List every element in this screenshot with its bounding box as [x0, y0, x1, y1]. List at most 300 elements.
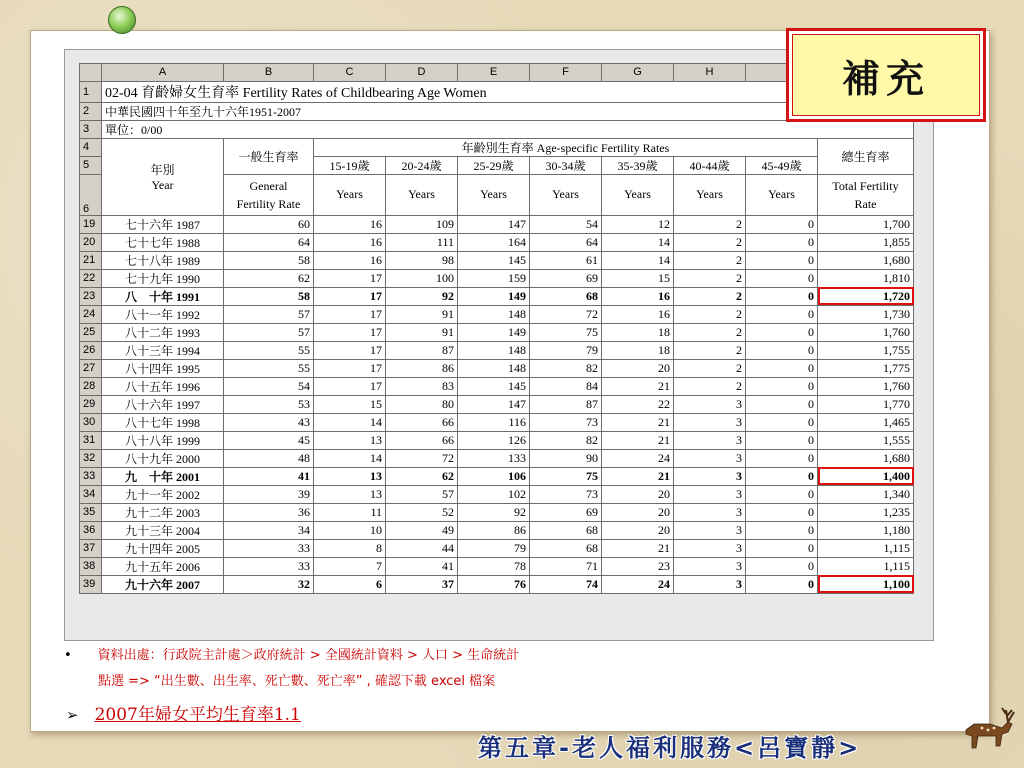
table-row: [80, 215, 914, 233]
column-header-f: F: [530, 64, 602, 82]
value-cell: 68: [530, 287, 602, 305]
value-cell: 13: [314, 431, 386, 449]
value-cell: 55: [224, 359, 314, 377]
unit-row: [80, 120, 914, 138]
value-cell: 32: [224, 575, 314, 593]
table-row: [80, 251, 914, 269]
tfr-cell-highlighted: 1,400: [818, 467, 914, 485]
value-cell: 68: [530, 539, 602, 557]
tfr-cell: 1,115: [818, 557, 914, 575]
value-cell: 148: [458, 305, 530, 323]
source-text-1: 資料出處：行政院主計處＞政府統計 > 全國統計資料 > 人口 > 生命統計: [97, 648, 520, 663]
value-cell: 147: [458, 215, 530, 233]
value-cell: 71: [530, 557, 602, 575]
table-row: [80, 449, 914, 467]
table-row: [80, 377, 914, 395]
value-cell: 73: [530, 413, 602, 431]
value-cell: 126: [458, 431, 530, 449]
column-header-g: G: [602, 64, 674, 82]
row-number: 5: [80, 156, 102, 174]
age-group-header: 40-44歲: [674, 156, 746, 174]
value-cell: 55: [224, 341, 314, 359]
age-group-header: 15-19歲: [314, 156, 386, 174]
years-label: Years: [386, 174, 458, 215]
year-cell: 七十七年 1988: [102, 233, 224, 251]
value-cell: 0: [746, 305, 818, 323]
gfr-header-en: [224, 174, 314, 215]
value-cell: 0: [746, 251, 818, 269]
value-cell: 91: [386, 305, 458, 323]
value-cell: 82: [530, 431, 602, 449]
value-cell: 49: [386, 521, 458, 539]
value-cell: 0: [746, 485, 818, 503]
value-cell: 17: [314, 323, 386, 341]
year-cell: 九十五年 2006: [102, 557, 224, 575]
value-cell: 0: [746, 539, 818, 557]
value-cell: 16: [314, 233, 386, 251]
year-cell: 八十四年 1995: [102, 359, 224, 377]
value-cell: 76: [458, 575, 530, 593]
row-number: 19: [80, 215, 102, 233]
value-cell: 100: [386, 269, 458, 287]
value-cell: 73: [530, 485, 602, 503]
value-cell: 15: [314, 395, 386, 413]
value-cell: 37: [386, 575, 458, 593]
table-row: [80, 287, 914, 305]
value-cell: 60: [224, 215, 314, 233]
value-cell: 58: [224, 251, 314, 269]
value-cell: 149: [458, 287, 530, 305]
column-header-a: A: [102, 64, 224, 82]
value-cell: 2: [674, 269, 746, 287]
value-cell: 2: [674, 233, 746, 251]
value-cell: 17: [314, 305, 386, 323]
value-cell: 164: [458, 233, 530, 251]
value-cell: 2: [674, 287, 746, 305]
value-cell: 13: [314, 467, 386, 485]
deer-icon: [952, 700, 1018, 766]
value-cell: 10: [314, 521, 386, 539]
table-row: [80, 395, 914, 413]
value-cell: 80: [386, 395, 458, 413]
value-cell: 0: [746, 449, 818, 467]
value-cell: 11: [314, 503, 386, 521]
row-number: 35: [80, 503, 102, 521]
value-cell: 20: [602, 359, 674, 377]
value-cell: 0: [746, 377, 818, 395]
value-cell: 16: [314, 215, 386, 233]
value-cell: 74: [530, 575, 602, 593]
row-number: 38: [80, 557, 102, 575]
value-cell: 53: [224, 395, 314, 413]
age-group-header: 30-34歲: [530, 156, 602, 174]
value-cell: 0: [746, 215, 818, 233]
spreadsheet-image: [64, 49, 934, 641]
value-cell: 17: [314, 341, 386, 359]
value-cell: 106: [458, 467, 530, 485]
tfr-cell-highlighted: 1,100: [818, 575, 914, 593]
row-number: 36: [80, 521, 102, 539]
value-cell: 79: [458, 539, 530, 557]
value-cell: 7: [314, 557, 386, 575]
value-cell: 102: [458, 485, 530, 503]
value-cell: 2: [674, 341, 746, 359]
year-cell: 九十二年 2003: [102, 503, 224, 521]
table-row: [80, 503, 914, 521]
value-cell: 64: [530, 233, 602, 251]
value-cell: 45: [224, 431, 314, 449]
value-cell: 147: [458, 395, 530, 413]
row-number: 4: [80, 138, 102, 156]
value-cell: 64: [224, 233, 314, 251]
value-cell: 57: [224, 323, 314, 341]
row-number: 1: [80, 81, 102, 102]
fertility-table: [79, 63, 914, 594]
tfr-cell: 1,760: [818, 377, 914, 395]
table-row: [80, 305, 914, 323]
gfr-label-en-1: General: [249, 178, 288, 193]
value-cell: 149: [458, 323, 530, 341]
value-cell: 0: [746, 323, 818, 341]
value-cell: 17: [314, 287, 386, 305]
value-cell: 3: [674, 539, 746, 557]
value-cell: 69: [530, 503, 602, 521]
year-label-zh: 年別: [150, 162, 175, 177]
chapter-footer: 第五章-老人福利服務<呂寶靜>: [478, 734, 862, 762]
table-row: [80, 359, 914, 377]
value-cell: 75: [530, 323, 602, 341]
value-cell: 14: [602, 233, 674, 251]
value-cell: 57: [224, 305, 314, 323]
value-cell: 17: [314, 377, 386, 395]
value-cell: 148: [458, 341, 530, 359]
pushpin-icon: [108, 6, 136, 34]
value-cell: 92: [386, 287, 458, 305]
column-header-e: E: [458, 64, 530, 82]
row-number: 33: [80, 467, 102, 485]
tfr-cell: 1,235: [818, 503, 914, 521]
value-cell: 79: [530, 341, 602, 359]
value-cell: 72: [530, 305, 602, 323]
value-cell: 83: [386, 377, 458, 395]
value-cell: 43: [224, 413, 314, 431]
value-cell: 16: [602, 305, 674, 323]
value-cell: 0: [746, 521, 818, 539]
tfr-cell-highlighted: 1,720: [818, 287, 914, 305]
value-cell: 0: [746, 269, 818, 287]
tfr-cell: 1,555: [818, 431, 914, 449]
year-cell: 八十三年 1994: [102, 341, 224, 359]
year-header: [102, 138, 224, 215]
tfr-cell: 1,730: [818, 305, 914, 323]
value-cell: 0: [746, 431, 818, 449]
value-cell: 145: [458, 251, 530, 269]
value-cell: 41: [224, 467, 314, 485]
table-row: [80, 233, 914, 251]
value-cell: 69: [530, 269, 602, 287]
tfr-cell: 1,180: [818, 521, 914, 539]
table-row: [80, 485, 914, 503]
value-cell: 21: [602, 413, 674, 431]
value-cell: 3: [674, 395, 746, 413]
column-header-h: H: [674, 64, 746, 82]
value-cell: 133: [458, 449, 530, 467]
table-subtitle: 中華民國四十年至九十六年1951-2007: [102, 102, 914, 120]
year-cell: 八十二年 1993: [102, 323, 224, 341]
source-line-1: [64, 644, 519, 663]
value-cell: 2: [674, 305, 746, 323]
value-cell: 2: [674, 215, 746, 233]
value-cell: 13: [314, 485, 386, 503]
year-cell: 九十四年 2005: [102, 539, 224, 557]
value-cell: 3: [674, 557, 746, 575]
value-cell: 3: [674, 521, 746, 539]
arrow-bullet-icon: ➢: [66, 706, 79, 724]
row-number: 39: [80, 575, 102, 593]
value-cell: 68: [530, 521, 602, 539]
bullet-icon: •: [64, 648, 72, 663]
column-header-c: C: [314, 64, 386, 82]
value-cell: 92: [458, 503, 530, 521]
row-number: 26: [80, 341, 102, 359]
age-group-header: 20-24歲: [386, 156, 458, 174]
row-number: 2: [80, 102, 102, 120]
year-cell: 九 十年 2001: [102, 467, 224, 485]
row-number: 24: [80, 305, 102, 323]
row-number: 28: [80, 377, 102, 395]
value-cell: 116: [458, 413, 530, 431]
value-cell: 2: [674, 377, 746, 395]
value-cell: 17: [314, 269, 386, 287]
value-cell: 62: [386, 467, 458, 485]
year-cell: 八十六年 1997: [102, 395, 224, 413]
tfr-cell: 1,775: [818, 359, 914, 377]
value-cell: 2: [674, 359, 746, 377]
years-label: Years: [674, 174, 746, 215]
tfr-cell: 1,115: [818, 539, 914, 557]
column-header-b: B: [224, 64, 314, 82]
value-cell: 57: [386, 485, 458, 503]
value-cell: 48: [224, 449, 314, 467]
value-cell: 39: [224, 485, 314, 503]
value-cell: 54: [530, 215, 602, 233]
unit-label: 單位：0/00: [102, 120, 914, 138]
year-cell: 八十五年 1996: [102, 377, 224, 395]
value-cell: 3: [674, 449, 746, 467]
value-cell: 0: [746, 359, 818, 377]
value-cell: 16: [602, 287, 674, 305]
column-header-d: D: [386, 64, 458, 82]
value-cell: 0: [746, 233, 818, 251]
value-cell: 0: [746, 287, 818, 305]
value-cell: 15: [602, 269, 674, 287]
row-number: 32: [80, 449, 102, 467]
value-cell: 54: [224, 377, 314, 395]
value-cell: 20: [602, 503, 674, 521]
value-cell: 8: [314, 539, 386, 557]
year-cell: 八 十年 1991: [102, 287, 224, 305]
average-fertility-link[interactable]: 2007年婦女平均生育率1.1: [94, 705, 301, 725]
tfr-cell: 1,340: [818, 485, 914, 503]
value-cell: 148: [458, 359, 530, 377]
year-cell: 八十九年 2000: [102, 449, 224, 467]
year-cell: 八十七年 1998: [102, 413, 224, 431]
tfr-cell: 1,760: [818, 323, 914, 341]
value-cell: 12: [602, 215, 674, 233]
value-cell: 21: [602, 431, 674, 449]
value-cell: 86: [386, 359, 458, 377]
value-cell: 52: [386, 503, 458, 521]
year-cell: 九十一年 2002: [102, 485, 224, 503]
average-fertility-line: [66, 700, 301, 725]
value-cell: 21: [602, 377, 674, 395]
table-row: [80, 557, 914, 575]
value-cell: 75: [530, 467, 602, 485]
table-row: [80, 269, 914, 287]
asfr-header: 年齡別生育率 Age-specific Fertility Rates: [314, 138, 818, 156]
value-cell: 14: [602, 251, 674, 269]
value-cell: 18: [602, 341, 674, 359]
year-cell: 八十八年 1999: [102, 431, 224, 449]
value-cell: 66: [386, 431, 458, 449]
table-row: [80, 431, 914, 449]
value-cell: 2: [674, 323, 746, 341]
value-cell: 14: [314, 413, 386, 431]
value-cell: 62: [224, 269, 314, 287]
supplement-badge: [786, 28, 986, 122]
value-cell: 0: [746, 413, 818, 431]
tfr-header-en: [818, 174, 914, 215]
tfr-label-en-2: Rate: [854, 196, 877, 211]
value-cell: 41: [386, 557, 458, 575]
row-number: 29: [80, 395, 102, 413]
value-cell: 159: [458, 269, 530, 287]
table-row: [80, 539, 914, 557]
tfr-cell: 1,755: [818, 341, 914, 359]
year-cell: 九十三年 2004: [102, 521, 224, 539]
value-cell: 21: [602, 539, 674, 557]
age-group-header: 35-39歲: [602, 156, 674, 174]
value-cell: 84: [530, 377, 602, 395]
table-row: [80, 467, 914, 485]
value-cell: 20: [602, 521, 674, 539]
value-cell: 98: [386, 251, 458, 269]
value-cell: 33: [224, 557, 314, 575]
value-cell: 0: [746, 575, 818, 593]
row-number: 23: [80, 287, 102, 305]
value-cell: 3: [674, 467, 746, 485]
value-cell: 61: [530, 251, 602, 269]
tfr-header-zh: 總生育率: [818, 138, 914, 174]
year-cell: 七十八年 1989: [102, 251, 224, 269]
source-line-2: 點選 => “出生數、出生率、死亡數、死亡率” , 確認下載 excel 檔案: [98, 674, 496, 689]
year-cell: 七十六年 1987: [102, 215, 224, 233]
value-cell: 86: [458, 521, 530, 539]
years-label: Years: [458, 174, 530, 215]
row-number: 3: [80, 120, 102, 138]
year-label-en: Year: [151, 177, 174, 192]
row-number: 30: [80, 413, 102, 431]
gfr-label-en-2: Fertility Rate: [236, 196, 301, 211]
age-group-header: 45-49歲: [746, 156, 818, 174]
table-row: [80, 323, 914, 341]
value-cell: 3: [674, 413, 746, 431]
year-cell: 八十一年 1992: [102, 305, 224, 323]
row-number: 6: [80, 174, 102, 215]
value-cell: 87: [386, 341, 458, 359]
years-label: Years: [602, 174, 674, 215]
value-cell: 111: [386, 233, 458, 251]
badge-text: 補充: [841, 55, 930, 101]
value-cell: 91: [386, 323, 458, 341]
value-cell: 58: [224, 287, 314, 305]
value-cell: 21: [602, 467, 674, 485]
value-cell: 0: [746, 557, 818, 575]
value-cell: 0: [746, 395, 818, 413]
value-cell: 33: [224, 539, 314, 557]
tfr-cell: 1,700: [818, 215, 914, 233]
value-cell: 3: [674, 575, 746, 593]
value-cell: 90: [530, 449, 602, 467]
value-cell: 78: [458, 557, 530, 575]
value-cell: 3: [674, 431, 746, 449]
value-cell: 18: [602, 323, 674, 341]
value-cell: 145: [458, 377, 530, 395]
value-cell: 82: [530, 359, 602, 377]
gfr-header-zh: 一般生育率: [224, 138, 314, 174]
value-cell: 2: [674, 251, 746, 269]
years-label: Years: [314, 174, 386, 215]
years-label: Years: [746, 174, 818, 215]
table-row: [80, 575, 914, 593]
row-number: 31: [80, 431, 102, 449]
corner-cell: [80, 64, 102, 82]
value-cell: 3: [674, 503, 746, 521]
value-cell: 23: [602, 557, 674, 575]
row-number: 22: [80, 269, 102, 287]
value-cell: 87: [530, 395, 602, 413]
row-number: 21: [80, 251, 102, 269]
age-group-header: 25-29歲: [458, 156, 530, 174]
table-row: [80, 521, 914, 539]
value-cell: 24: [602, 449, 674, 467]
years-label: Years: [530, 174, 602, 215]
row-number: 20: [80, 233, 102, 251]
value-cell: 14: [314, 449, 386, 467]
value-cell: 72: [386, 449, 458, 467]
value-cell: 0: [746, 503, 818, 521]
tfr-label-en-1: Total Fertility: [832, 178, 899, 193]
row-number: 25: [80, 323, 102, 341]
value-cell: 109: [386, 215, 458, 233]
tfr-cell: 1,855: [818, 233, 914, 251]
value-cell: 16: [314, 251, 386, 269]
value-cell: 0: [746, 467, 818, 485]
header-row-4: [80, 138, 914, 156]
row-number: 37: [80, 539, 102, 557]
table-title: 02-04 育齡婦女生育率 Fertility Rates of Childbearing Age Women: [102, 81, 914, 102]
tfr-cell: 1,770: [818, 395, 914, 413]
row-number: 27: [80, 359, 102, 377]
tfr-cell: 1,680: [818, 251, 914, 269]
table-row: [80, 413, 914, 431]
year-cell: 七十九年 1990: [102, 269, 224, 287]
tfr-cell: 1,465: [818, 413, 914, 431]
tfr-cell: 1,680: [818, 449, 914, 467]
value-cell: 3: [674, 485, 746, 503]
value-cell: 20: [602, 485, 674, 503]
value-cell: 0: [746, 341, 818, 359]
